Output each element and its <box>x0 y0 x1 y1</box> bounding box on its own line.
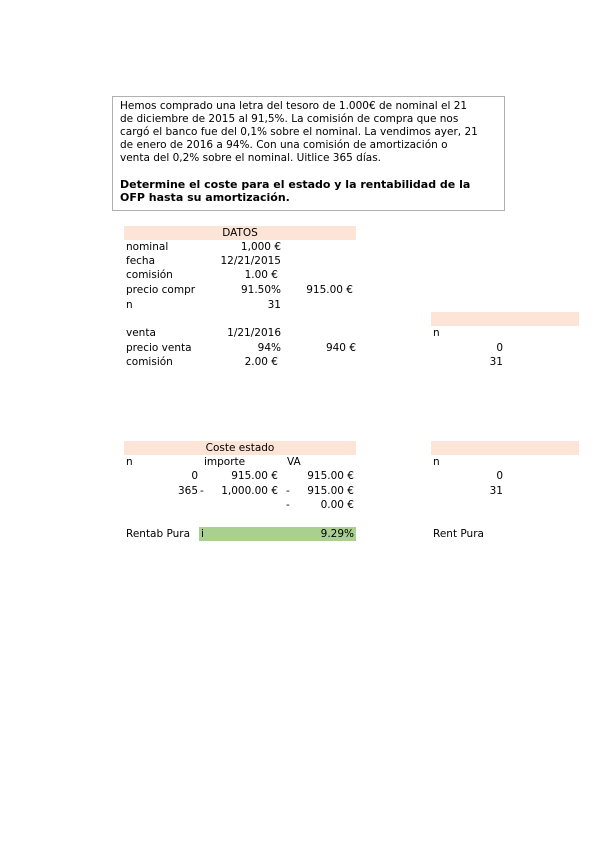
rentab-i-label: i <box>201 528 204 540</box>
rentab-pura-value: 9.29% <box>320 528 354 540</box>
datos-value-nominal: 1,000 € <box>240 241 281 253</box>
right-bottom-band <box>431 441 579 455</box>
right-bottom-header-n: n <box>433 456 440 468</box>
right-top-value: 0 <box>496 342 503 354</box>
coste-row-n: 0 <box>191 470 198 482</box>
coste-row-importe: 1,000.00 € <box>221 485 278 497</box>
coste-header: Coste estado <box>205 442 275 454</box>
statement-line: venta del 0,2% sobre el nominal. Uitlice 365 días. <box>120 152 382 164</box>
right-top-header-n: n <box>433 327 440 339</box>
coste-row-importe: 915.00 € <box>231 470 278 482</box>
right-bottom-value: 0 <box>496 470 503 482</box>
datos-value-comision-venta: 2.00 € <box>244 356 278 368</box>
datos-value-comision: 1.00 € <box>244 269 278 281</box>
statement-line: de enero de 2016 a 94%. Con una comisión de amortización o <box>120 139 448 151</box>
coste-row-va: 915.00 € <box>307 470 354 482</box>
right-top-value: 31 <box>489 356 503 368</box>
rent-pura-label: Rent Pura <box>433 528 484 540</box>
datos-label-precio-venta: precio venta <box>126 342 192 354</box>
right-top-band <box>431 312 579 326</box>
coste-row-n: 365 <box>177 485 198 497</box>
coste-row-va-sign: - <box>286 485 290 497</box>
datos-label-fecha: fecha <box>126 255 156 267</box>
datos-extra-precio-compra: 915.00 € <box>306 284 353 296</box>
coste-col-va: VA <box>287 456 301 468</box>
question-line: Determine el coste para el estado y la rentabilidad de la <box>120 178 471 191</box>
datos-label-comision-venta: comisión <box>126 356 173 368</box>
coste-col-importe: importe <box>204 456 246 468</box>
statement-line: de diciembre de 2015 al 91,5%. La comisión de compra que nos <box>120 113 459 125</box>
question-line: OFP hasta su amortización. <box>120 191 290 204</box>
problem-statement-box <box>112 96 505 211</box>
datos-label-nominal: nominal <box>126 241 169 253</box>
coste-row-sign: - <box>200 485 204 497</box>
coste-col-n: n <box>126 456 133 468</box>
coste-row-va: 915.00 € <box>307 485 354 497</box>
right-bottom-value: 31 <box>489 485 503 497</box>
datos-value-fecha: 12/21/2015 <box>220 255 281 267</box>
datos-value-n: 31 <box>267 299 281 311</box>
datos-label-comision: comisión <box>126 269 173 281</box>
coste-row-va: 0.00 € <box>320 499 354 511</box>
datos-value-precio-venta: 94% <box>257 342 281 354</box>
datos-label-n: n <box>126 299 133 311</box>
rentab-pura-label: Rentab Pura <box>126 528 191 540</box>
statement-line: cargó el banco fue del 0,1% sobre el nominal. La vendimos ayer, 21 <box>120 126 478 138</box>
statement-line: Hemos comprado una letra del tesoro de 1.000€ de nominal el 21 <box>120 100 468 112</box>
datos-header: DATOS <box>222 227 258 239</box>
datos-label-precio-compra: precio compr <box>126 284 196 296</box>
datos-label-venta: venta <box>126 327 156 339</box>
question <box>120 178 497 204</box>
datos-value-venta: 1/21/2016 <box>227 327 281 339</box>
coste-row-va-sign: - <box>286 499 290 511</box>
datos-value-precio-compra: 91.50% <box>240 284 281 296</box>
datos-extra-precio-venta: 940 € <box>325 342 356 354</box>
